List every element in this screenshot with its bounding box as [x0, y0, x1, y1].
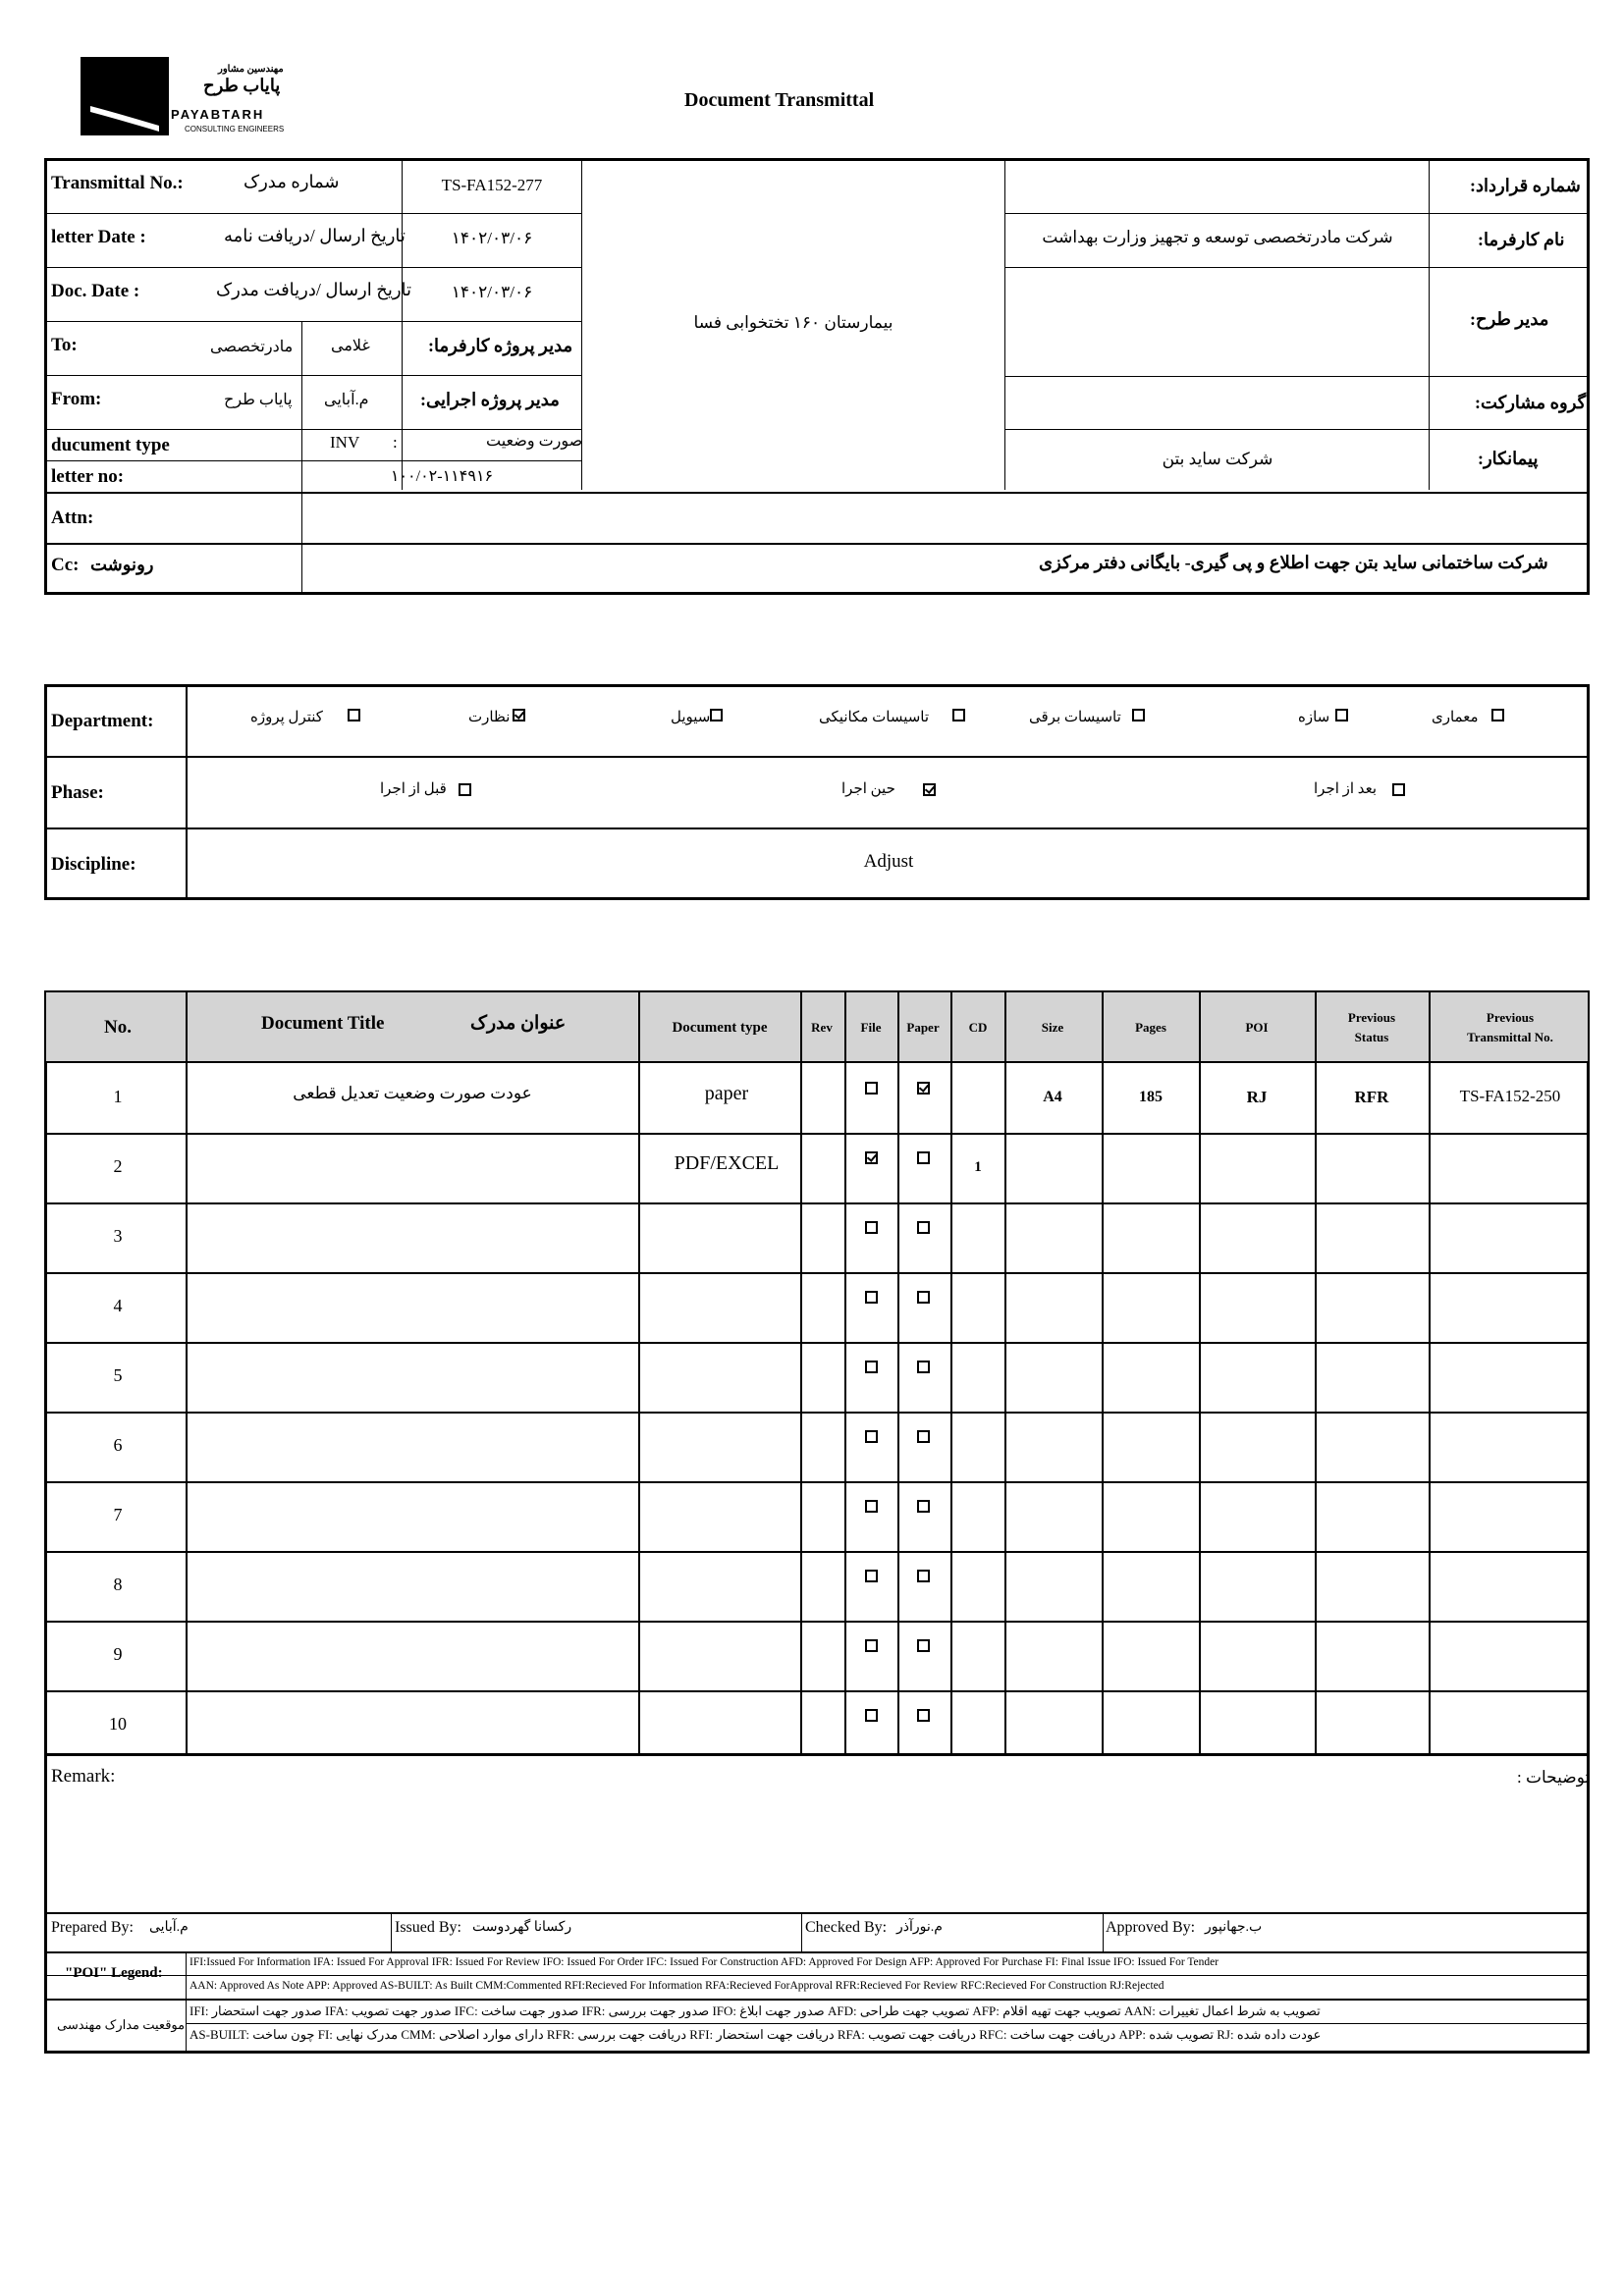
department-checkbox-project-control[interactable] [348, 709, 360, 721]
col-header-rev: Rev [811, 1020, 833, 1035]
issued-by-name: رکسانا گهردوست [472, 1920, 572, 1935]
to-role-label: مدیر پروژه کارفرما: [428, 336, 573, 355]
row-prev-status: RFR [1354, 1088, 1389, 1106]
col-header-title-en: Document Title [261, 1013, 385, 1034]
transmittal-no-value: TS-FA152-277 [441, 176, 543, 194]
project-name: بیمارستان ۱۶۰ تختخوابی فسا [693, 313, 893, 332]
row-number: 10 [109, 1714, 127, 1734]
row-number: 9 [113, 1644, 123, 1664]
remark-label-fa: توضیحات : [1517, 1768, 1591, 1787]
paper-checkbox[interactable] [917, 1500, 930, 1513]
row-number: 8 [113, 1575, 123, 1594]
remark-label: Remark: [51, 1766, 116, 1787]
discipline-value: Adjust [863, 851, 914, 872]
file-checkbox[interactable] [865, 1221, 878, 1234]
approved-by-name: ب.جهانپور [1205, 1920, 1263, 1935]
department-checkbox-supervision[interactable] [513, 709, 525, 721]
phase-label: Phase: [51, 782, 104, 803]
row-size: A4 [1043, 1089, 1062, 1105]
doc-date-label-fa: تاریخ ارسال /دریافت مدرک [216, 280, 412, 299]
file-checkbox[interactable] [865, 1570, 878, 1582]
attn-label: Attn: [51, 507, 94, 528]
department-option-label: تاسیسات مکانیکی [819, 710, 930, 725]
department-label: Department: [51, 711, 154, 731]
checked-by-label: Checked By: [805, 1919, 888, 1936]
file-checkbox[interactable] [865, 1291, 878, 1304]
col-header-cd: CD [968, 1020, 988, 1035]
employer-label: نام کارفرما: [1478, 230, 1565, 249]
logo-mark-icon [81, 57, 169, 135]
logo-company-sub: CONSULTING ENGINEERS [185, 125, 285, 133]
logo-company-fa: پایاب طرح [203, 76, 281, 95]
row-cd: 1 [974, 1159, 982, 1175]
file-checkbox[interactable] [865, 1709, 878, 1722]
col-header-title-fa: عنوان مدرک [470, 1013, 567, 1034]
logo-company-fa-top: مهندسین مشاور [218, 64, 284, 75]
doc-date-value: ۱۴۰۲/۰۳/۰۶ [451, 283, 533, 301]
row-title: عودت صورت وضعیت تعدیل قطعی [293, 1084, 532, 1102]
checked-by-name: م.نورآذر [896, 1920, 943, 1935]
department-option-label: سازه [1298, 710, 1330, 725]
file-checkbox[interactable] [865, 1500, 878, 1513]
cc-label: Cc: [51, 555, 80, 575]
department-checkbox-electrical[interactable] [1132, 709, 1145, 721]
from-label: From: [51, 389, 102, 409]
row-number: 6 [113, 1435, 123, 1455]
department-checkbox-mechanical[interactable] [952, 709, 965, 721]
col-header-pages: Pages [1135, 1020, 1166, 1035]
page-title: Document Transmittal [684, 89, 875, 111]
employer-value: شرکت مادرتخصصی توسعه و تجهیز وزارت بهداشت [1042, 228, 1393, 246]
row-doc-type: paper [704, 1083, 749, 1104]
row-number: 3 [113, 1226, 123, 1246]
phase-checkbox-before[interactable] [459, 783, 471, 796]
to-person: غلامی [331, 338, 370, 354]
partnership-group-label: گروه مشارکت: [1475, 393, 1587, 412]
file-checkbox[interactable] [865, 1082, 878, 1095]
paper-checkbox[interactable] [917, 1221, 930, 1234]
col-header-file: File [860, 1020, 882, 1035]
col-header-doc-type: Document type [672, 1020, 768, 1036]
legend-line-2: AAN: Approved As Note APP: Approved AS-BUILT: As Built CMM:Commented RFI:Recieved For Information RFA:Recieved ForApproval RFR:Recieved For Review RFC:Recieved For Construction RJ:Rejected [189, 1980, 1164, 1992]
row-number: 4 [113, 1296, 123, 1315]
department-option-label: کنترل پروژه [250, 710, 323, 725]
department-checkbox-architecture[interactable] [1491, 709, 1504, 721]
row-number: 1 [113, 1087, 123, 1106]
document-type-label: ducument type [51, 435, 170, 455]
row-number: 5 [113, 1365, 123, 1385]
prepared-by-name: م.آبایی [149, 1920, 189, 1935]
department-checkbox-structure[interactable] [1335, 709, 1348, 721]
phase-option-label: حین اجرا [841, 781, 895, 797]
from-org: پایاب طرح [224, 392, 293, 408]
department-option-label: نظارت [468, 710, 511, 725]
file-checkbox[interactable] [865, 1639, 878, 1652]
paper-checkbox[interactable] [917, 1570, 930, 1582]
letter-date-label-fa: تاریخ ارسال /دریافت نامه [224, 226, 406, 245]
col-header-prev-trans: Transmittal No. [1467, 1030, 1553, 1044]
row-poi: RJ [1246, 1088, 1268, 1106]
to-label: To: [51, 335, 78, 355]
paper-checkbox[interactable] [917, 1291, 930, 1304]
letter-date-label: letter Date : [51, 227, 146, 247]
cc-value: شرکت ساختمانی ساید بتن جهت اطلاع و پی گیری- بایگانی دفتر مرکزی [1039, 553, 1548, 572]
phase-checkbox-during[interactable] [923, 783, 936, 796]
col-header-prev-status: Previous [1347, 1010, 1396, 1025]
logo-company-en: PAYABTARH [171, 107, 265, 122]
col-header-poi: POI [1245, 1020, 1269, 1035]
poi-legend-label: "POI" Legend: [65, 1965, 163, 1981]
from-person: م.آبایی [324, 392, 369, 408]
approved-by-label: Approved By: [1106, 1919, 1196, 1936]
contract-no-label: شماره قرارداد: [1470, 176, 1581, 195]
paper-checkbox[interactable] [917, 1430, 930, 1443]
row-number: 7 [113, 1505, 123, 1524]
phase-option-label: بعد از اجرا [1314, 781, 1378, 797]
paper-checkbox[interactable] [917, 1639, 930, 1652]
cc-label-fa: رونوشت [90, 555, 154, 574]
department-option-label: سیویل [671, 710, 711, 725]
document-type-label-fa: صورت وضعیت [486, 433, 583, 450]
contractor-value: شرکت ساید بتن [1162, 450, 1273, 468]
paper-checkbox[interactable] [917, 1082, 930, 1095]
letter-date-value: ۱۴۰۲/۰۳/۰۶ [451, 229, 533, 247]
department-checkbox-civil[interactable] [710, 709, 723, 721]
contractor-label: پیمانکار: [1478, 449, 1539, 468]
row-prev-trans: TS-FA152-250 [1459, 1087, 1561, 1105]
file-checkbox[interactable] [865, 1151, 878, 1164]
document-type-sep: : [393, 433, 398, 452]
file-checkbox[interactable] [865, 1430, 878, 1443]
logo [81, 55, 306, 143]
col-header-paper: Paper [906, 1020, 940, 1035]
phase-checkbox-after[interactable] [1392, 783, 1405, 796]
row-doc-type: PDF/EXCEL [674, 1152, 780, 1174]
letter-no-value: ۱۰۰/۰۲-۱۱۴۹۱۶ [390, 468, 494, 485]
transmittal-no-label-fa: شماره مدرک [244, 172, 340, 191]
col-header-prev-status: Status [1354, 1030, 1389, 1044]
issued-by-label: Issued By: [395, 1919, 461, 1936]
transmittal-no-label: Transmittal No.: [51, 173, 184, 193]
department-option-label: معماری [1432, 710, 1479, 725]
paper-checkbox[interactable] [917, 1151, 930, 1164]
letter-no-label: letter no: [51, 466, 125, 487]
phase-option-label: قبل از اجرا [380, 781, 447, 797]
paper-checkbox[interactable] [917, 1361, 930, 1373]
file-checkbox[interactable] [865, 1361, 878, 1373]
col-header-size: Size [1041, 1020, 1064, 1035]
to-org: مادرتخصصی [210, 339, 294, 355]
legend-line-4: AS-BUILT: چون ساخت FI: مدرک نهایی CMM: دارای موارد اصلاحی RFR: دریافت جهت بررسی RFI: دریافت جهت استحضار RFA: دریافت جهت تصویب RFC: دریافت جهت ساخت APP: تصویب شده RJ: عودت داده شده [189, 2027, 1322, 2042]
status-legend-label: موقعیت مدارک مهندسی [57, 2017, 186, 2032]
row-number: 2 [113, 1156, 123, 1176]
document-type-code: INV [330, 433, 360, 452]
legend-line-3: IFI: صدور جهت استحضار IFA: صدور جهت تصویب IFC: صدور جهت ساخت IFR: صدور جهت بررسی IFO: صدور جهت ابلاغ AFD: تصویب جهت طراحی AFP: تصویب جهت تهیه اقلام AAN: تصویب به شرط اعمال تغییرات [189, 2003, 1321, 2018]
col-header-no: No. [104, 1017, 132, 1038]
paper-checkbox[interactable] [917, 1709, 930, 1722]
discipline-label: Discipline: [51, 854, 136, 875]
row-pages: 185 [1139, 1089, 1163, 1105]
prepared-by-label: Prepared By: [51, 1919, 134, 1936]
legend-line-1: IFI:Issued For Information IFA: Issued For Approval IFR: Issued For Review IFO: Issued For Order IFC: Issued For Construction AFD: Approved For Design AFP: Approved For Purchase FI: Final Issue IFO: Issued For Tender [189, 1956, 1219, 1968]
doc-date-label: Doc. Date : [51, 281, 140, 301]
from-role-label: مدیر پروژه اجرایی: [420, 390, 560, 409]
col-header-prev-trans: Previous [1486, 1010, 1535, 1025]
department-option-label: تاسیسات برقی [1029, 710, 1121, 725]
design-manager-label: مدیر طرح: [1470, 309, 1549, 329]
